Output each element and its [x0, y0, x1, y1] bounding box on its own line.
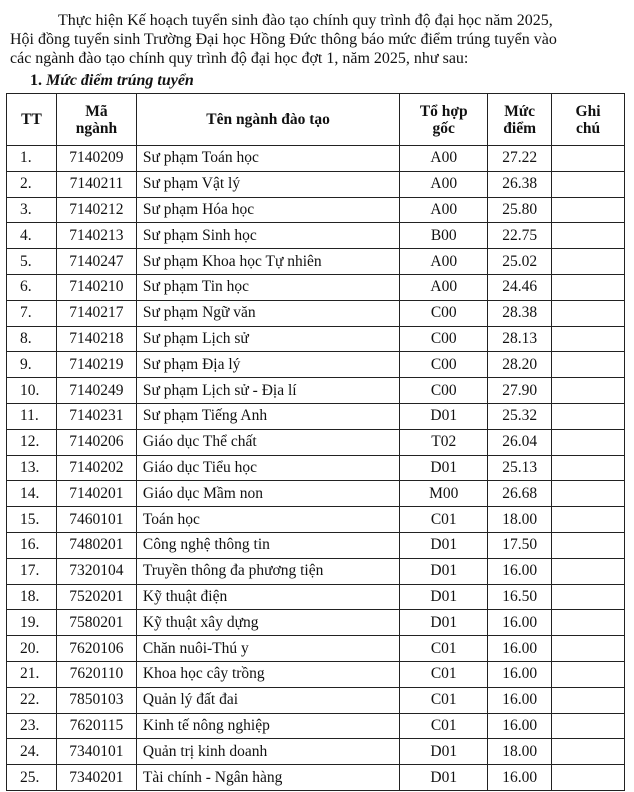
row-number: 5. [7, 249, 57, 275]
subject-combination: A00 [400, 274, 488, 300]
program-code: 7140219 [56, 352, 136, 378]
note-cell [552, 687, 625, 713]
note-cell [552, 481, 625, 507]
program-name: Truyền thông đa phương tiện [136, 558, 399, 584]
cutoff-score: 17.50 [488, 532, 552, 558]
program-name: Sư phạm Tiếng Anh [136, 403, 399, 429]
subject-combination: C00 [400, 378, 488, 404]
program-code: 7140201 [56, 481, 136, 507]
table-row [7, 481, 625, 507]
program-code: 7140218 [56, 326, 136, 352]
note-cell [552, 274, 625, 300]
section-number: 1. [30, 72, 42, 89]
program-code: 7140206 [56, 429, 136, 455]
header-name: Tên ngành đào tạo [136, 94, 399, 146]
cutoff-score: 16.50 [488, 584, 552, 610]
program-code: 7340201 [56, 765, 136, 791]
row-number: 15. [7, 507, 57, 533]
cutoff-score: 16.00 [488, 687, 552, 713]
subject-combination: D01 [400, 403, 488, 429]
table-row [7, 300, 625, 326]
header-tt: TT [7, 94, 57, 146]
subject-combination: A00 [400, 249, 488, 275]
program-name: Sư phạm Ngữ văn [136, 300, 399, 326]
table-row [7, 171, 625, 197]
cutoff-score: 25.80 [488, 197, 552, 223]
program-name: Giáo dục Thể chất [136, 429, 399, 455]
row-number: 17. [7, 558, 57, 584]
header-code: Mã ngành [56, 94, 136, 146]
cutoff-score: 16.00 [488, 610, 552, 636]
subject-combination: D01 [400, 739, 488, 765]
program-name: Sư phạm Sinh học [136, 223, 399, 249]
cutoff-score: 25.13 [488, 455, 552, 481]
program-name: Sư phạm Lịch sử - Địa lí [136, 378, 399, 404]
table-row [7, 352, 625, 378]
cutoff-score: 26.04 [488, 429, 552, 455]
subject-combination: D01 [400, 558, 488, 584]
program-name: Quản trị kinh doanh [136, 739, 399, 765]
program-name: Sư phạm Địa lý [136, 352, 399, 378]
row-number: 14. [7, 481, 57, 507]
row-number: 10. [7, 378, 57, 404]
table-row [7, 249, 625, 275]
program-code: 7140217 [56, 300, 136, 326]
program-code: 7320104 [56, 558, 136, 584]
row-number: 24. [7, 739, 57, 765]
program-code: 7460101 [56, 507, 136, 533]
row-number: 4. [7, 223, 57, 249]
subject-combination: D01 [400, 532, 488, 558]
note-cell [552, 455, 625, 481]
program-name: Chăn nuôi-Thú y [136, 636, 399, 662]
table-row [7, 455, 625, 481]
table-row [7, 610, 625, 636]
program-code: 7620110 [56, 661, 136, 687]
cutoff-score: 16.00 [488, 713, 552, 739]
table-row [7, 403, 625, 429]
header-combo: Tổ hợp gốc [400, 94, 488, 146]
row-number: 2. [7, 171, 57, 197]
note-cell [552, 378, 625, 404]
subject-combination: T02 [400, 429, 488, 455]
table-row [7, 197, 625, 223]
cutoff-score: 16.00 [488, 765, 552, 791]
table-row [7, 739, 625, 765]
table-row [7, 584, 625, 610]
subject-combination: A00 [400, 171, 488, 197]
cutoff-score: 24.46 [488, 274, 552, 300]
note-cell [552, 610, 625, 636]
note-cell [552, 765, 625, 791]
table-row [7, 378, 625, 404]
admission-scores-table [6, 93, 625, 791]
table-row [7, 326, 625, 352]
subject-combination: A00 [400, 146, 488, 172]
program-name: Sư phạm Tin học [136, 274, 399, 300]
cutoff-score: 16.00 [488, 661, 552, 687]
program-code: 7620115 [56, 713, 136, 739]
program-name: Sư phạm Vật lý [136, 171, 399, 197]
subject-combination: D01 [400, 584, 488, 610]
cutoff-score: 26.68 [488, 481, 552, 507]
cutoff-score: 26.38 [488, 171, 552, 197]
note-cell [552, 713, 625, 739]
table-row [7, 765, 625, 791]
table-row [7, 146, 625, 172]
note-cell [552, 532, 625, 558]
subject-combination: D01 [400, 455, 488, 481]
program-name: Kỹ thuật xây dựng [136, 610, 399, 636]
program-name: Sư phạm Hóa học [136, 197, 399, 223]
subject-combination: D01 [400, 765, 488, 791]
table-row [7, 429, 625, 455]
note-cell [552, 146, 625, 172]
note-cell [552, 584, 625, 610]
section-heading [30, 72, 194, 90]
note-cell [552, 197, 625, 223]
subject-combination: C01 [400, 636, 488, 662]
cutoff-score: 27.22 [488, 146, 552, 172]
subject-combination: A00 [400, 197, 488, 223]
note-cell [552, 661, 625, 687]
row-number: 9. [7, 352, 57, 378]
table-row [7, 558, 625, 584]
cutoff-score: 16.00 [488, 558, 552, 584]
row-number: 3. [7, 197, 57, 223]
cutoff-score: 27.90 [488, 378, 552, 404]
program-code: 7140249 [56, 378, 136, 404]
program-code: 7140210 [56, 274, 136, 300]
row-number: 8. [7, 326, 57, 352]
note-cell [552, 300, 625, 326]
program-name: Khoa học cây trồng [136, 661, 399, 687]
row-number: 23. [7, 713, 57, 739]
intro-line-2: Hội đồng tuyển sinh Trường Đại học Hồng Đức thông báo mức điểm trúng tuyển vào [10, 31, 557, 48]
row-number: 18. [7, 584, 57, 610]
program-name: Giáo dục Tiểu học [136, 455, 399, 481]
row-number: 1. [7, 146, 57, 172]
note-cell [552, 223, 625, 249]
program-name: Công nghệ thông tin [136, 532, 399, 558]
program-name: Sư phạm Lịch sử [136, 326, 399, 352]
note-cell [552, 739, 625, 765]
subject-combination: B00 [400, 223, 488, 249]
program-name: Giáo dục Mầm non [136, 481, 399, 507]
program-name: Toán học [136, 507, 399, 533]
header-score: Mức điểm [488, 94, 552, 146]
cutoff-score: 28.20 [488, 352, 552, 378]
subject-combination: C00 [400, 300, 488, 326]
program-name: Sư phạm Khoa học Tự nhiên [136, 249, 399, 275]
cutoff-score: 28.13 [488, 326, 552, 352]
cutoff-score: 25.02 [488, 249, 552, 275]
table-row [7, 636, 625, 662]
section-title: Mức điểm trúng tuyển [46, 72, 194, 89]
program-code: 7140247 [56, 249, 136, 275]
cutoff-score: 18.00 [488, 507, 552, 533]
program-name: Kỹ thuật điện [136, 584, 399, 610]
subject-combination: C01 [400, 661, 488, 687]
table-header-row [7, 94, 625, 146]
note-cell [552, 352, 625, 378]
subject-combination: C00 [400, 352, 488, 378]
row-number: 25. [7, 765, 57, 791]
intro-line-1: Thực hiện Kế hoạch tuyển sinh đào tạo chính quy trình độ đại học năm 2025, [58, 12, 553, 29]
subject-combination: C01 [400, 713, 488, 739]
cutoff-score: 28.38 [488, 300, 552, 326]
program-code: 7140209 [56, 146, 136, 172]
row-number: 11. [7, 403, 57, 429]
program-code: 7620106 [56, 636, 136, 662]
table-row [7, 274, 625, 300]
note-cell [552, 326, 625, 352]
row-number: 20. [7, 636, 57, 662]
note-cell [552, 429, 625, 455]
row-number: 22. [7, 687, 57, 713]
row-number: 13. [7, 455, 57, 481]
program-code: 7480201 [56, 532, 136, 558]
program-code: 7140231 [56, 403, 136, 429]
note-cell [552, 558, 625, 584]
row-number: 16. [7, 532, 57, 558]
program-code: 7850103 [56, 687, 136, 713]
note-cell [552, 636, 625, 662]
program-name: Kinh tế nông nghiệp [136, 713, 399, 739]
note-cell [552, 403, 625, 429]
program-code: 7140212 [56, 197, 136, 223]
subject-combination: C00 [400, 326, 488, 352]
program-name: Tài chính - Ngân hàng [136, 765, 399, 791]
cutoff-score: 18.00 [488, 739, 552, 765]
cutoff-score: 16.00 [488, 636, 552, 662]
table-row [7, 713, 625, 739]
cutoff-score: 25.32 [488, 403, 552, 429]
program-name: Quản lý đất đai [136, 687, 399, 713]
row-number: 21. [7, 661, 57, 687]
program-code: 7580201 [56, 610, 136, 636]
note-cell [552, 249, 625, 275]
program-name: Sư phạm Toán học [136, 146, 399, 172]
cutoff-score: 22.75 [488, 223, 552, 249]
subject-combination: D01 [400, 610, 488, 636]
row-number: 6. [7, 274, 57, 300]
table-row [7, 223, 625, 249]
table-row [7, 507, 625, 533]
subject-combination: C01 [400, 687, 488, 713]
table-row [7, 661, 625, 687]
program-code: 7340101 [56, 739, 136, 765]
intro-line-3: các ngành đào tạo chính quy trình độ đại học đợt 1, năm 2025, như sau: [10, 50, 469, 67]
table-row [7, 532, 625, 558]
note-cell [552, 507, 625, 533]
program-code: 7520201 [56, 584, 136, 610]
program-code: 7140211 [56, 171, 136, 197]
header-note: Ghi chú [552, 94, 625, 146]
program-code: 7140213 [56, 223, 136, 249]
row-number: 19. [7, 610, 57, 636]
table-row [7, 687, 625, 713]
row-number: 12. [7, 429, 57, 455]
note-cell [552, 171, 625, 197]
row-number: 7. [7, 300, 57, 326]
program-code: 7140202 [56, 455, 136, 481]
subject-combination: M00 [400, 481, 488, 507]
subject-combination: C01 [400, 507, 488, 533]
